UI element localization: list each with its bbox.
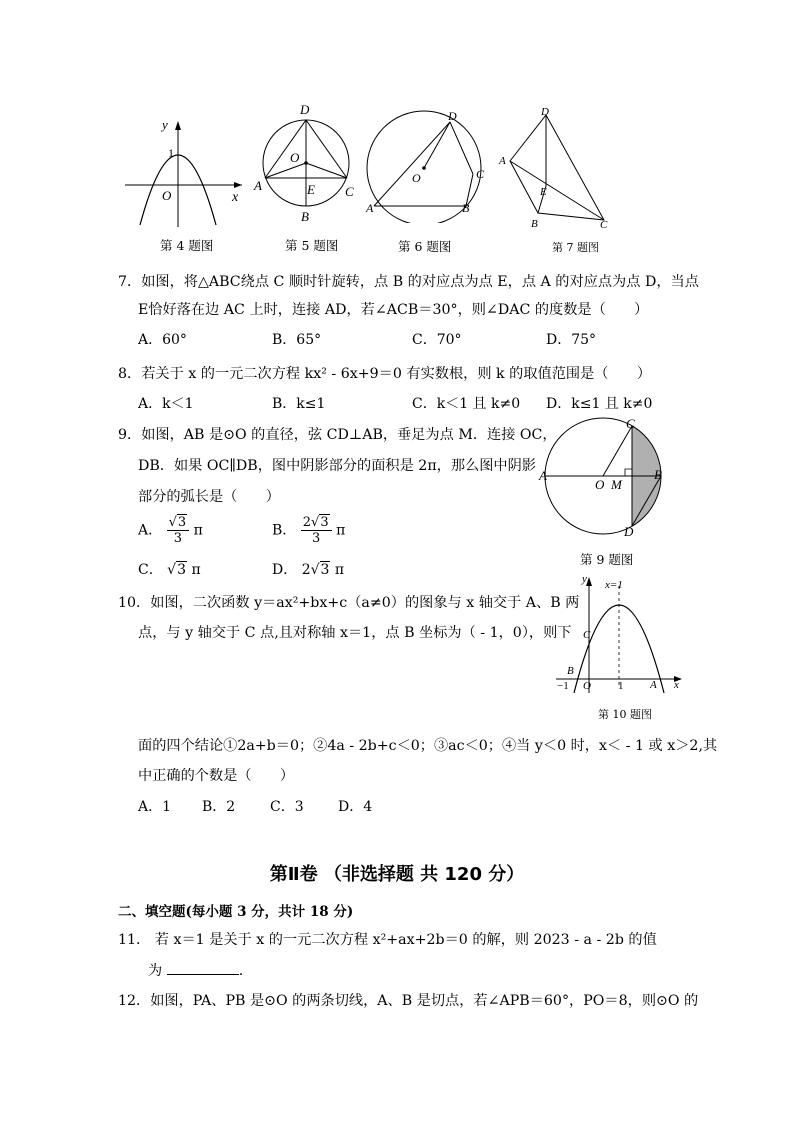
q7-line1: 7．如图，将△ABC绕点 C 顺时针旋转，点 B 的对应点为点 E，点 A 的对应点为点 D，当点	[118, 274, 699, 290]
x-label: x	[232, 190, 239, 205]
x-axis-arrow	[234, 182, 242, 188]
label-c: C	[583, 629, 591, 641]
q7-line2: E恰好落在边 AC 上时，连接 AD，若∠ACB＝30°，则∠DAC 的度数是（ ）	[138, 302, 649, 318]
figure-10-parabola	[552, 572, 692, 694]
label-b: B	[567, 665, 574, 677]
neg-one-label: −1	[557, 680, 569, 692]
q9-option-c: C． √3 π	[138, 562, 201, 578]
figure-4-parabola	[120, 115, 250, 230]
q10-line1: 10．如图，二次函数 y＝ax²+bx+c（a≠0）的图象与 x 轴交于 A、B 两	[118, 595, 580, 611]
label-c: C	[600, 219, 608, 231]
q9-d-pi: π	[334, 562, 345, 578]
q10-line4: 中正确的个数是（ ）	[138, 768, 295, 784]
q10-line2: 点，与 y 轴交于 C 点,且对称轴 x＝1，点 B 坐标为（ - 1，0），则下	[138, 625, 572, 641]
q9-a-denominator: 3	[173, 531, 182, 546]
q11-suffix: .	[238, 963, 244, 979]
q9-d-coef: 2	[301, 562, 311, 578]
q9-option-d-label: D．	[272, 562, 298, 578]
q8-option-a: A．k＜1	[138, 396, 194, 412]
q9-c-radicand: 3	[177, 562, 187, 578]
figure-7-caption: 第 7 题图	[552, 241, 599, 254]
q9-d-radicand: 3	[320, 562, 330, 578]
q9-b-pi: π	[336, 522, 346, 539]
q8-option-d: D．k≤1 且 k≠0	[546, 396, 653, 412]
figure-5-circle	[250, 100, 360, 230]
figure-5-caption: 第 5 题图	[285, 238, 339, 253]
q8-option-b: B．k≤1	[272, 396, 326, 412]
q10-option-d: D．4	[338, 799, 373, 815]
q9-b-radicand: 3	[320, 515, 329, 530]
q9-option-a-fraction: $\frac{√3}{3}$	[167, 515, 190, 546]
label-c: C	[476, 167, 485, 181]
label-d: D	[300, 102, 310, 117]
label-d: D	[541, 106, 549, 118]
label-b: B	[531, 218, 538, 230]
q9-option-b-fraction: $\frac{2√3}{3}$	[301, 515, 332, 546]
q10-line3: 面的四个结论①2a+b＝0；②4a - 2b+c＜0；③ac＜0；④当 y＜0 时，x＜ - 1 或 x＞2,其	[138, 738, 718, 754]
y-axis-arrow	[175, 121, 181, 130]
q9-c-pi: π	[191, 562, 201, 578]
label-c: C	[345, 184, 354, 199]
y-label: y	[582, 573, 587, 585]
label-b: B	[301, 209, 309, 224]
q9-b-coef: 2	[302, 515, 312, 530]
q8-stem: 8．若关于 x 的一元二次方程 kx² - 6x+9＝0 有实数根，则 k 的取值范围是（ ）	[118, 366, 652, 382]
label-d: D	[448, 109, 457, 123]
q9-option-c-label: C．	[138, 562, 163, 578]
label-c: C	[626, 416, 635, 431]
label-a: A	[254, 178, 262, 193]
part-2-heading: 第Ⅱ卷 （非选择题 共 120 分）	[269, 864, 525, 885]
y-label: y	[162, 117, 168, 132]
q9-b-denominator: 3	[312, 531, 321, 546]
q8-option-c: C．k＜1 且 k≠0	[412, 396, 521, 412]
label-b: B	[654, 467, 662, 482]
q9-option-d: D． 2√3 π	[272, 562, 345, 578]
q9-a-pi: π	[193, 522, 203, 539]
figure-9-caption: 第 9 题图	[580, 552, 634, 567]
axis-label: x=1	[605, 579, 623, 591]
q9-option-b-label: B．	[272, 522, 297, 539]
q7-option-a: A．60°	[138, 332, 187, 348]
figure-7-rotation	[496, 106, 616, 231]
q7-option-b: B．65°	[272, 332, 322, 348]
q11-answer-blank[interactable]	[167, 960, 239, 975]
figure-10-caption: 第 10 题图	[598, 708, 652, 721]
label-e: E	[307, 182, 315, 197]
figure-6-caption: 第 6 题图	[398, 239, 452, 254]
q10-option-b: B．2	[202, 799, 236, 815]
label-m: M	[611, 477, 622, 492]
q12-line1: 12．如图，PA、PB 是⊙O 的两条切线，A、B 是切点，若∠APB＝60°，PO＝8，则⊙O 的	[118, 993, 699, 1009]
q9-option-a	[138, 515, 203, 546]
q7-option-c: C．70°	[412, 332, 462, 348]
q9-line1: 9．如图，AB 是⊙O 的直径，弦 CD⊥AB，垂足为点 M．连接 OC，	[118, 427, 557, 443]
label-o: O	[290, 150, 300, 165]
label-a: A	[650, 679, 657, 691]
q9-line3: 部分的弧长是（ ）	[138, 489, 280, 505]
label-e: E	[540, 186, 547, 198]
label-a: A	[366, 201, 374, 215]
q9-option-b	[272, 515, 345, 546]
label-o: O	[595, 477, 605, 492]
origin-label: O	[162, 188, 172, 203]
label-a: A	[539, 468, 547, 483]
label-d: D	[624, 524, 634, 539]
q11-line1: 11． 若 x＝1 是关于 x 的一元二次方程 x²+ax+2b＝0 的解，则 2023 - a - 2b 的值	[118, 932, 657, 948]
q7-option-d: D．75°	[546, 332, 597, 348]
tick-one-label: 1	[168, 146, 174, 160]
q11-line2	[148, 960, 243, 981]
origin-label: O	[583, 680, 591, 692]
q9-option-a-label: A．	[138, 522, 163, 539]
fill-in-section-title: 二、填空题(每小题 3 分，共计 18 分)	[118, 904, 354, 920]
q9-line2: DB．如果 OC∥DB，图中阴影部分的面积是 2π，那么图中阴影	[138, 458, 536, 474]
q10-option-c: C．3	[270, 799, 304, 815]
figure-4-caption: 第 4 题图	[160, 238, 214, 253]
one-label: 1	[618, 680, 624, 692]
label-o: O	[412, 171, 421, 185]
label-a: A	[499, 155, 506, 167]
label-b: B	[462, 201, 470, 215]
q11-prefix: 为	[148, 963, 163, 979]
figure-6-circle	[362, 108, 492, 223]
q10-option-a: A．1	[138, 799, 172, 815]
x-label: x	[674, 679, 679, 691]
q9-a-radicand: 3	[177, 515, 187, 530]
figure-9-circle	[536, 416, 676, 544]
